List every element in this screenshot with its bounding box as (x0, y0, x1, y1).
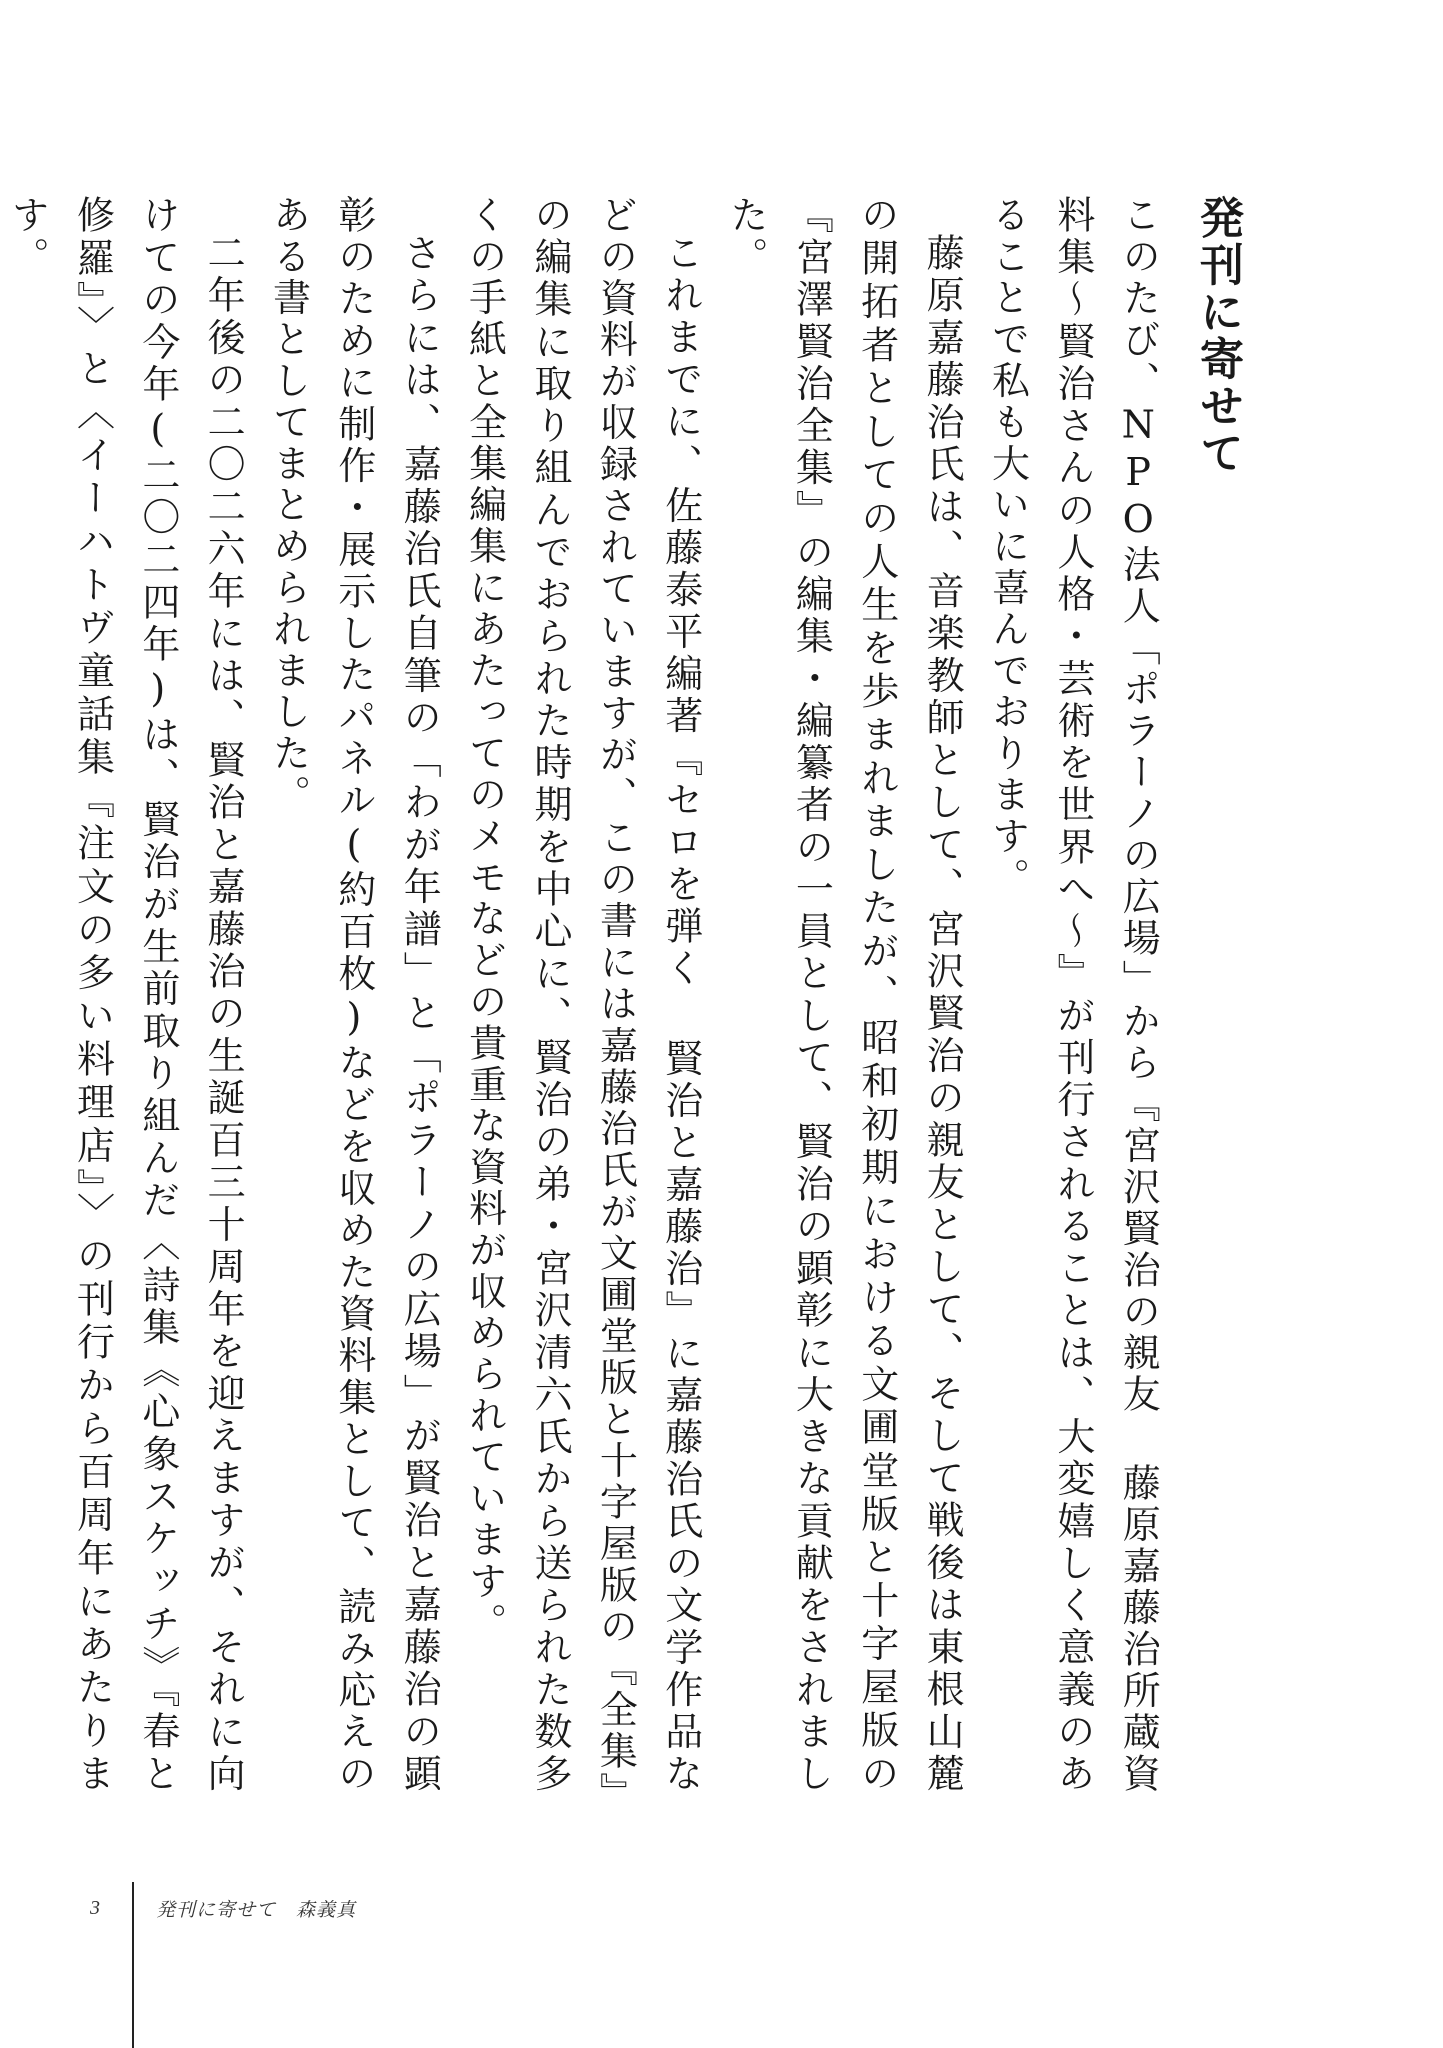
paragraph-1: このたび、NPO法人「ポラーノの広場」から『宮沢賢治の親友 藤原嘉藤治所蔵資料集〜賢治さんの人格・芸術を世界へ〜』が刊行されることは、大変嬉しく意義のあることで私も大いに喜んでおります。 (985, 195, 1161, 1795)
page-number: 3 (90, 1897, 100, 1919)
paragraph-2: 藤原嘉藤治氏は、音楽教師として、宮沢賢治の親友として、そして戦後は東根山麓の開拓者としての人生を歩まれましたが、昭和初期における文圃堂版と十字屋版の『宮澤賢治全集』の編集・編纂者の一員として、賢治の顕彰に大きな貢献をされました。 (724, 195, 965, 1795)
page-footer (90, 1895, 356, 1922)
article-title: 発刊に寄せて (1192, 195, 1243, 477)
running-title: 発刊に寄せて 森義真 (156, 1900, 357, 1921)
article (5, 195, 1243, 1795)
paragraph-3: これまでに、佐藤泰平編著『セロを弾く 賢治と嘉藤治』に嘉藤治氏の文学作品などの資料が収録されていますが、この書には嘉藤治氏が文圃堂版と十字屋版の『全集』の編集に取り組んでおられた時期を中心に、賢治の弟・宮沢清六氏から送られた数多くの手紙と全集編集にあたってのメモなどの貴重な資料が収められています。 (462, 195, 703, 1795)
paragraph-4: さらには、嘉藤治氏自筆の「わが年譜」と「ポラーノの広場」が賢治と嘉藤治の顕彰のために制作・展示したパネル(約百枚)などを収めた資料集として、読み応えのある書としてまとめられました。 (266, 195, 442, 1795)
paragraph-5: 二年後の二〇二六年には、賢治と嘉藤治の生誕百三十周年を迎えますが、それに向けての今年(二〇二四年)は、賢治が生前取り組んだ〈詩集《心象スケッチ》『春と修羅』〉と〈イーハトヴ童話集『注文の多い料理店』〉の刊行から百周年にあたります。 (5, 195, 246, 1795)
